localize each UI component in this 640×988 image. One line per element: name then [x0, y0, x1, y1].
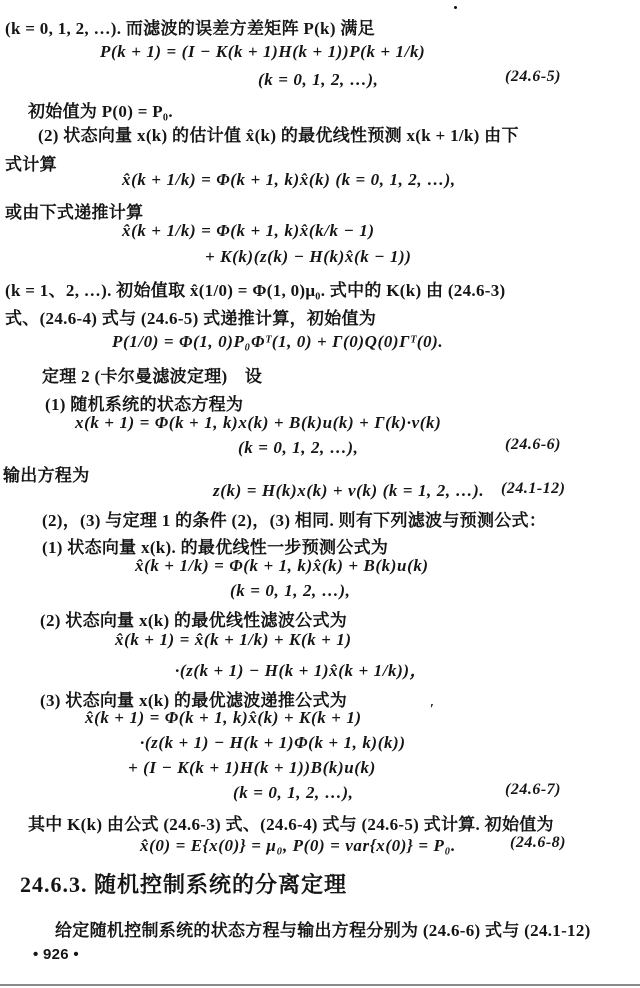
formula-continuation-line: + (I − K(k + 1)H(k + 1))B(k)u(k)	[128, 758, 376, 777]
body-text-line: 式、(24.6-4) 式与 (24.6-5) 式递推计算，初始值为	[5, 309, 377, 328]
scan-bottom-edge	[0, 984, 640, 986]
body-text-line: (2) 状态向量 x(k) 的估计值 x̂(k) 的最优线性预测 x(k + 1/k) 由下	[38, 126, 519, 145]
body-text-line: 其中 K(k) 由公式 (24.6-3) 式、(24.6-4) 式与 (24.6-5) 式计算. 初始值为	[28, 815, 554, 834]
equation-number: (24.1-12)	[501, 480, 566, 497]
formula-line: x̂(0) = E{x(0)} = μ₀, P(0) = var{x(0)} = P₀.	[140, 836, 456, 855]
formula-line: x̂(k + 1) = Φ(k + 1, k)x̂(k) + K(k + 1)	[85, 708, 362, 727]
formula-line: P(k + 1) = (I − K(k + 1)H(k + 1))P(k + 1/k)	[100, 42, 426, 61]
equation-number: (24.6-5)	[505, 68, 561, 85]
equation-number: (24.6-6)	[505, 436, 561, 453]
body-text-line: 初始值为 P(0) = P₀.	[28, 102, 173, 121]
body-text-line: 输出方程为	[3, 466, 90, 485]
formula-continuation-line: ·(z(k + 1) − H(k + 1)x̂(k + 1/k))，	[175, 661, 428, 680]
formula-condition-line: (k = 0, 1, 2, …),	[233, 783, 354, 802]
formula-line: x̂(k + 1) = x̂(k + 1/k) + K(k + 1)	[115, 630, 352, 649]
formula-line: x(k + 1) = Φ(k + 1, k)x(k) + B(k)u(k) + Γ(k)·v(k)	[75, 413, 442, 432]
formula-continuation-line: + K(k)(z(k) − H(k)x̂(k − 1))	[205, 247, 412, 266]
formula-condition-line: (k = 0, 1, 2, …),	[230, 581, 351, 600]
body-text-line: 给定随机控制系统的状态方程与输出方程分别为 (24.6-6) 式与 (24.1-12)	[55, 921, 591, 940]
formula-line: x̂(k + 1/k) = Φ(k + 1, k)x̂(k) + B(k)u(k)	[135, 556, 429, 575]
body-text-line: 式计算	[5, 155, 57, 174]
scan-speck	[454, 6, 457, 9]
body-text-line: (2) 状态向量 x(k) 的最优线性滤波公式为	[40, 611, 348, 630]
body-text-line: (2)，(3) 与定理 1 的条件 (2)，(3) 相同. 则有下列滤波与预测公式：	[42, 511, 547, 530]
page-number: • 926 •	[33, 946, 79, 963]
formula-condition-line: (k = 0, 1, 2, …),	[258, 70, 379, 89]
body-text-line: (k = 1、2, …). 初始值取 x̂(1/0) = Φ(1, 0)μ₀. 式中的 K(k) 由 (24.6-3)	[5, 281, 506, 300]
body-text-line: 或由下式递推计算	[5, 203, 144, 222]
equation-number: (24.6-8)	[510, 834, 566, 851]
theorem-heading-line: 定理 2 (卡尔曼滤波定理) 设	[42, 367, 263, 386]
body-text-line: (1) 状态向量 x(k). 的最优线性一步预测公式为	[42, 538, 389, 557]
formula-line: x̂(k + 1/k) = Φ(k + 1, k)x̂(k) (k = 0, 1, 2, …),	[122, 170, 456, 189]
formula-continuation-line: ·(z(k + 1) − H(k + 1)Φ(k + 1, k)(k))	[140, 733, 406, 752]
scan-stray-mark: ′	[430, 702, 434, 717]
formula-line: x̂(k + 1/k) = Φ(k + 1, k)x̂(k/k − 1)	[122, 221, 375, 240]
section-heading: 24.6.3. 随机控制系统的分离定理	[20, 872, 348, 897]
formula-line: P(1/0) = Φ(1, 0)P₀Φᵀ(1, 0) + Γ(0)Q(0)Γᵀ(0).	[112, 332, 444, 351]
formula-line: z(k) = H(k)x(k) + v(k) (k = 1, 2, …).	[213, 481, 485, 500]
body-text-line: (k = 0, 1, 2, …). 而滤波的误差方差矩阵 P(k) 满足	[5, 19, 375, 38]
equation-number: (24.6-7)	[505, 781, 561, 798]
body-text-line: (3) 状态向量 x(k) 的最优滤波递推公式为	[40, 691, 348, 710]
formula-condition-line: (k = 0, 1, 2, …),	[238, 438, 359, 457]
body-text-line: (1) 随机系统的状态方程为	[45, 395, 244, 414]
